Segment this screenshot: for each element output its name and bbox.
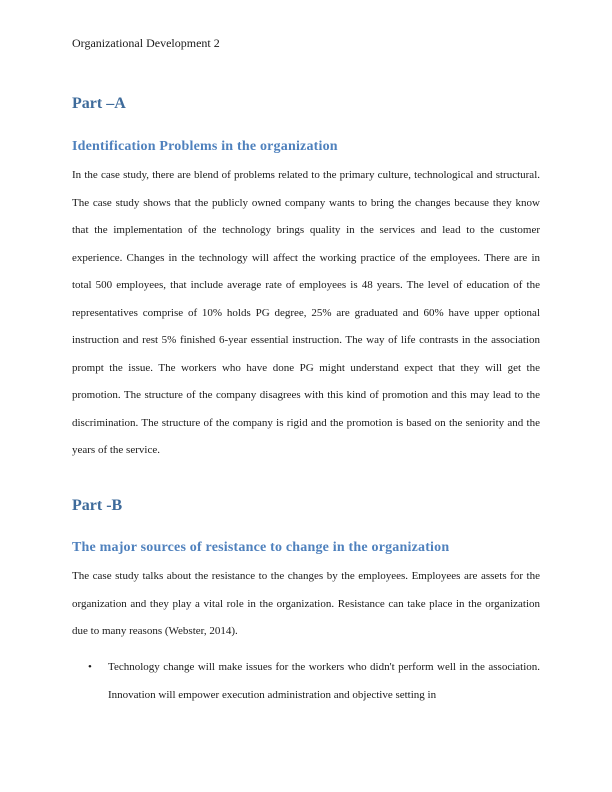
part-b-subheading: The major sources of resistance to change in the organization: [72, 540, 450, 555]
page-header: Organizational Development 2: [72, 36, 220, 50]
part-b-paragraph: The case study talks about the resistance to the changes by the employees. Employees are assets for the organization and they play a vital role in the organization. Resistance can take place in the organization due to many reasons (Webster, 2014).: [72, 570, 540, 637]
bullet-text: Technology change will make issues for the workers who didn't perform well in the association. Innovation will empower execution administration and objective setting in: [108, 661, 540, 701]
part-a-subheading: Identification Problems in the organization: [72, 139, 338, 154]
part-a-paragraph: In the case study, there are blend of problems related to the primary culture, technological and structural. The case study shows that the publicly owned company wants to bring the changes because they know that the implementation of the technology brings quality in the services and lead to the customer experience. Changes in the technology will affect the working practice of the employees. There are in total 500 employees, that include average rate of employees is 48 years. The level of education of the representatives comprise of 10% holds PG degree, 25% are graduated and 60% have upper optional instruction and rest 5% finished 6-year essential instruction. The way of life contrasts in the association prompt the issue. The workers who have done PG might understand expect that they will get the promotion. The structure of the company disagrees with this kind of promotion and this may lead to the discrimination. The structure of the company is rigid and the promotion is based on the seniority and the years of the service.: [72, 169, 540, 456]
part-b-bullet-list: [72, 654, 540, 709]
part-a-heading: Part –A: [72, 95, 126, 112]
bullet-icon: •: [88, 661, 92, 673]
part-b-heading: Part -B: [72, 497, 123, 514]
list-item: [72, 654, 540, 709]
